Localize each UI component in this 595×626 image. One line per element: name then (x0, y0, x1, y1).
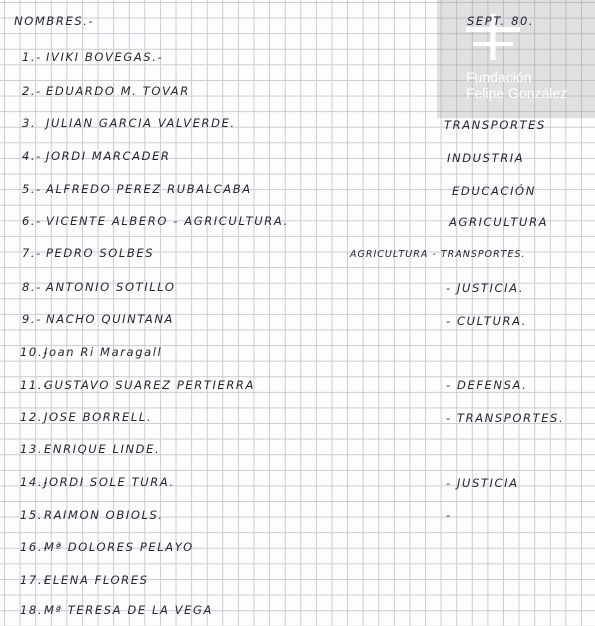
list-item (20, 475, 175, 489)
entry-name: JOSE BORRELL. (44, 410, 153, 424)
entry-number: 14.- (20, 475, 49, 489)
list-item (20, 573, 149, 587)
watermark-line2: Felipe González (466, 85, 568, 101)
ministry-label: - (446, 508, 452, 522)
entry-name: EDUARDO M. TOVAR (46, 84, 190, 98)
entry-name: ENRIQUE LINDE. (44, 442, 161, 456)
ministry-label: - JUSTICIA. (446, 281, 525, 295)
entry-number: 11.- (20, 378, 49, 392)
list-item (22, 312, 174, 326)
list-item (20, 345, 162, 359)
entry-number: 13. (20, 442, 44, 456)
entry-name: ELENA FLORES (44, 573, 149, 587)
entry-name: IVIKI BOVEGAS.- (46, 50, 164, 64)
ministry-label: INDUSTRIA (447, 151, 525, 165)
list-item (20, 540, 194, 554)
entry-name: Mª TERESA DE LA VEGA (44, 603, 213, 617)
list-item (20, 442, 160, 456)
entry-number: 1.- (22, 50, 42, 64)
entry-number: 9.- (22, 312, 42, 326)
list-item (22, 116, 236, 130)
entry-number: 3. (22, 116, 37, 130)
ministry-label: EDUCACIÓN (452, 184, 536, 198)
page-title: NOMBRES.- (14, 14, 95, 28)
list-item (20, 378, 255, 392)
list-item (22, 246, 154, 260)
list-item (22, 84, 190, 98)
ministry-label: - TRANSPORTES. (446, 411, 565, 425)
entry-number: 12. (20, 410, 44, 424)
entry-number: 6.- (22, 214, 42, 228)
entry-name: PEDRO SOLBES (46, 246, 155, 260)
entry-number: 5.- (22, 182, 42, 196)
entry-name: VICENTE ALBERO - AGRICULTURA. (46, 214, 289, 228)
entry-number: 8.- (22, 280, 42, 294)
entry-number: 7.- (22, 246, 42, 260)
list-item (20, 410, 152, 424)
entry-name: Joan Ri Maragall (44, 345, 163, 359)
entry-number: 17.- (20, 573, 49, 587)
list-item (22, 149, 171, 163)
entry-name: JULIAN GARCIA VALVERDE. (46, 116, 236, 130)
entry-name: GUSTAVO SUAREZ PERTIERRA (44, 378, 255, 392)
entry-name: JORDI MARCADER (46, 149, 171, 163)
list-item (22, 280, 176, 294)
ministry-label: - CULTURA. (446, 314, 528, 328)
list-item (22, 50, 163, 64)
entry-name: ALFREDO PEREZ RUBALCABA (46, 182, 252, 196)
list-item (20, 508, 164, 522)
entry-number: 15. (20, 508, 44, 522)
ministry-label: TRANSPORTES (444, 118, 546, 132)
ministry-label: - DEFENSA. (446, 378, 528, 392)
entry-name: RAIMON OBIOLS. (44, 508, 164, 522)
entry-name: ANTONIO SOTILLO (46, 280, 176, 294)
date-label: SEPT. 80. (467, 14, 535, 28)
entry-number: 2.- (22, 84, 42, 98)
entry-name: Mª DOLORES PELAYO (44, 540, 194, 554)
watermark-line1: Fundación (466, 69, 532, 85)
entry-number: 10.- (20, 345, 49, 359)
entry-name: NACHO QUINTANA (46, 312, 175, 326)
ministry-label: - JUSTICIA (446, 476, 519, 490)
entry-number: 18. (20, 603, 44, 617)
list-item (22, 182, 252, 196)
entry-name: JORDI SOLE TURA. (44, 475, 175, 489)
list-item (22, 214, 289, 228)
ministry-label: AGRICULTURA (449, 215, 549, 229)
ministry-label: AGRICULTURA - TRANSPORTES. (350, 249, 526, 260)
entry-number: 4.- (22, 149, 42, 163)
list-item (20, 603, 213, 617)
entry-number: 16.- (20, 540, 49, 554)
